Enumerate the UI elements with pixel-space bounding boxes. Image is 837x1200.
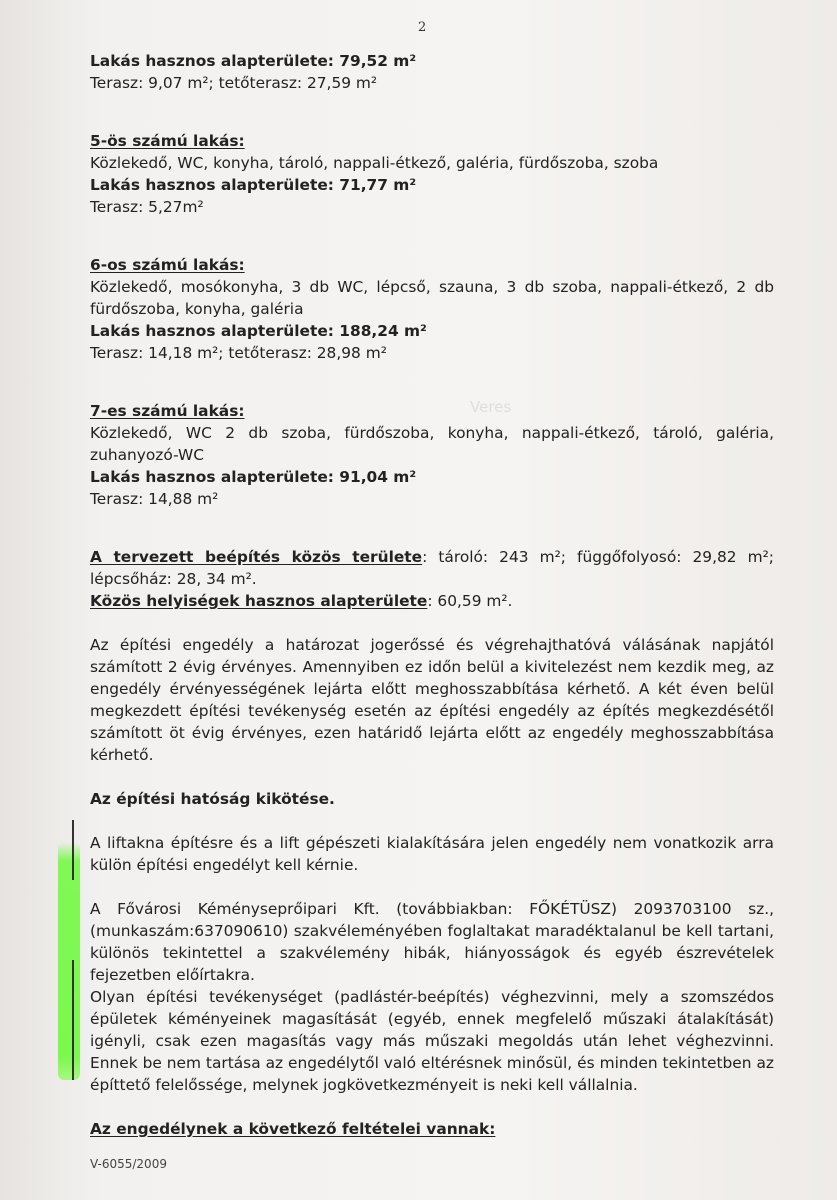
chimney-paragraph: A Fővárosi Kéményseprőipari Kft. (továbbiakban: FŐKÉTÜSZ) 2093703100 sz., (munkaszám:637090610) szakvéleményében foglaltakat maradéktalanul be kell tartani, különös tekintettel a szakvélemény hibák, hiányosságok és egyéb észrevételek fejezetben előírtakra. <box>90 900 774 984</box>
footer-reference: V-6055/2009 <box>90 1157 167 1171</box>
unit6-area: Lakás hasznos alapterülete: 188,24 m² <box>90 322 427 340</box>
validity-paragraph: Az építési engedély a határozat jogerőssé és végrehajthatóvá válásának napjától számított 2 évig érvényes. Amennyiben ez időn belül a kivitelezést nem kezdik meg, az engedély érvényességének lejárta előtt meghosszabbítása kérhető. A két éven belül megkezdett építési tevékenység esetén az építési engedély az építés megkezdésétől számított öt évig érvényes, ezen határidő lejárta előtt az engedély meghosszabbítása kérhető. <box>90 636 774 764</box>
unit7-rooms: Közlekedő, WC 2 db szoba, fürdőszoba, konyha, nappali-étkező, tároló, galéria, zuhanyozó-WC <box>90 424 774 464</box>
unit5-terrace: Terasz: 5,27m² <box>90 198 204 216</box>
unit7-area: Lakás hasznos alapterülete: 91,04 m² <box>90 468 417 486</box>
authority-heading: Az építési hatóság kikötése. <box>90 790 335 808</box>
unit5-rooms: Közlekedő, WC, konyha, tároló, nappali-étkező, galéria, fürdőszoba, szoba <box>90 154 659 172</box>
conditions-heading: Az engedélynek a következő feltételei vannak: <box>90 1120 496 1138</box>
common-rooms-label: Közös helyiségek hasznos alapterülete <box>90 592 428 610</box>
pen-margin-mark <box>72 960 74 1080</box>
common-area-text: : tároló: 243 m²; függőfolyosó: 29,82 m²; lépcsőház: 28, 34 m². <box>90 548 774 588</box>
attic-paragraph: Olyan építési tevékenységet (padlástér-beépítés) véghezvinni, mely a szomszédos épületek kéményeinek magasítását (egyéb, ennek megfelelő műszaki átalakítását) igényli, csak ezen magasítás vagy más műszaki megoldás után lehet véghezvinni. Ennek be nem tartása az engedélytől való eltérésnek minősül, és minden tekintetben az építtető felelőssége, melynek jogkövetkezményeit is neki kell vállalnia. <box>90 988 774 1094</box>
page-body <box>90 50 774 1140</box>
lift-paragraph: A liftakna építésre és a lift gépészeti kialakítására jelen engedély nem vonatkozik arra külön építési engedélyt kell kérnie. <box>90 834 774 874</box>
common-area <box>90 546 774 590</box>
common-rooms <box>90 590 774 612</box>
unit7-terrace: Terasz: 14,88 m² <box>90 490 219 508</box>
unit6-rooms: Közlekedő, mosókonyha, 3 db WC, lépcső, szauna, 3 db szoba, nappali-étkező, 2 db fürdőszoba, konyha, galéria <box>90 278 774 318</box>
unit5-heading: 5-ös számú lakás: <box>90 132 245 150</box>
page-number: 2 <box>418 20 427 35</box>
common-area-label: A tervezett beépítés közös területe <box>90 548 423 566</box>
pen-margin-mark <box>72 820 74 880</box>
show-through-text: Veres <box>470 398 512 416</box>
unit6-terrace: Terasz: 14,18 m²; tetőterasz: 28,98 m² <box>90 344 387 362</box>
common-rooms-text: : 60,59 m². <box>427 592 513 610</box>
unit1-terrace: Terasz: 9,07 m²; tetőterasz: 27,59 m² <box>90 74 378 92</box>
unit7-heading: 7-es számú lakás: <box>90 402 245 420</box>
unit6-heading: 6-os számú lakás: <box>90 256 245 274</box>
unit1-area: Lakás hasznos alapterülete: 79,52 m² <box>90 52 417 70</box>
unit5-area: Lakás hasznos alapterülete: 71,77 m² <box>90 176 417 194</box>
highlighter-mark <box>58 842 80 1080</box>
